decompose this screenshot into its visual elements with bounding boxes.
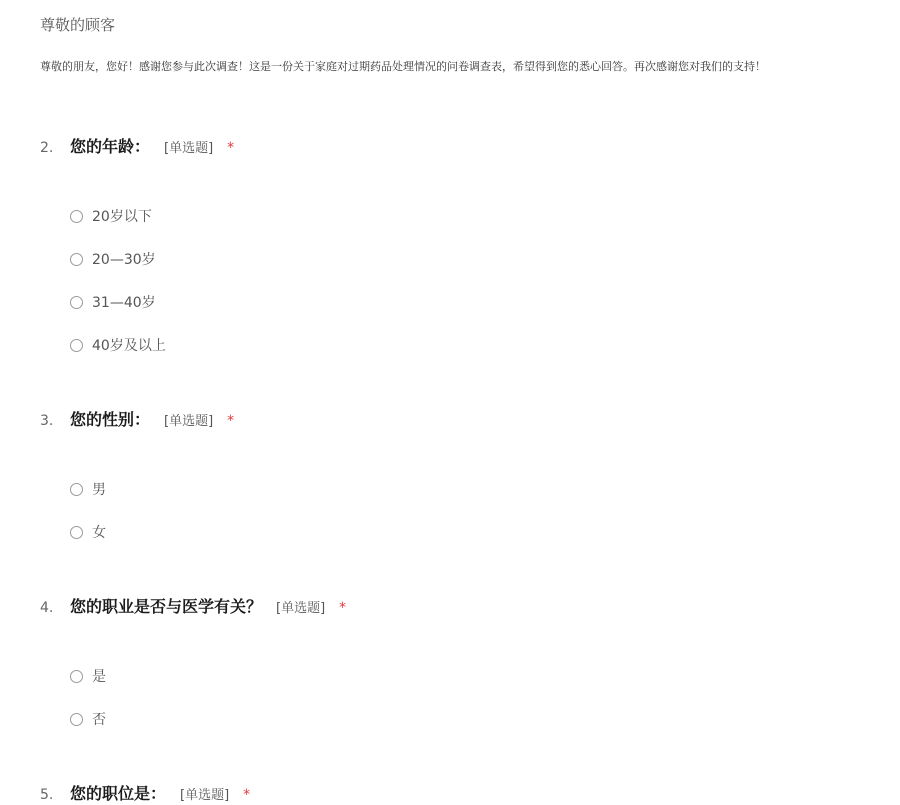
option-age-31-40[interactable] — [70, 292, 156, 312]
radio-circle-icon[interactable] — [70, 210, 83, 223]
option-age-under-20[interactable] — [70, 206, 152, 226]
radio-circle-icon[interactable] — [70, 670, 83, 683]
question-title: 您的职业是否与医学有关？ — [70, 597, 263, 616]
radio-circle-icon[interactable] — [70, 526, 83, 539]
question-number: 5. — [40, 787, 54, 803]
question-medical-job — [40, 594, 860, 728]
radio-circle-icon[interactable] — [70, 483, 83, 496]
question-type: [单选题] — [180, 788, 230, 803]
question-number: 3. — [40, 413, 54, 429]
option-gender-male[interactable] — [70, 479, 106, 499]
required-marker: * — [339, 600, 347, 616]
option-medical-no[interactable] — [70, 709, 106, 729]
option-age-40-plus[interactable] — [70, 335, 166, 355]
question-position — [40, 781, 860, 805]
required-marker: * — [227, 140, 235, 156]
question-number: 2. — [40, 140, 54, 156]
question-number: 4. — [40, 600, 54, 616]
question-type: [单选题] — [164, 141, 214, 156]
page-title: 尊敬的顾客 — [40, 16, 116, 34]
question-age — [40, 134, 860, 354]
option-label: 女 — [92, 525, 106, 541]
required-marker: * — [227, 413, 235, 429]
question-title: 您的性别： — [70, 410, 151, 429]
question-gender — [40, 407, 860, 541]
survey-intro: 尊敬的朋友，您好！感谢您参与此次调查！这是一份关于家庭对过期药品处理情况的问卷调查表，希望得到您的悉心回答。再次感谢您对我们的支持！ — [40, 60, 766, 73]
option-medical-yes[interactable] — [70, 666, 106, 686]
question-type: [单选题] — [164, 414, 214, 429]
option-label: 40岁及以上 — [92, 338, 166, 354]
option-label: 男 — [92, 482, 106, 498]
radio-circle-icon[interactable] — [70, 339, 83, 352]
question-title: 您的职位是： — [70, 784, 167, 803]
question-type: [单选题] — [276, 601, 326, 616]
required-marker: * — [243, 787, 251, 803]
option-label: 31—40岁 — [92, 295, 156, 311]
radio-circle-icon[interactable] — [70, 253, 83, 266]
option-gender-female[interactable] — [70, 522, 106, 542]
question-title: 您的年龄： — [70, 137, 151, 156]
radio-circle-icon[interactable] — [70, 713, 83, 726]
radio-circle-icon[interactable] — [70, 296, 83, 309]
option-age-20-30[interactable] — [70, 249, 156, 269]
option-label: 否 — [92, 712, 106, 728]
option-label: 是 — [92, 669, 106, 685]
option-label: 20岁以下 — [92, 209, 152, 225]
option-label: 20—30岁 — [92, 252, 156, 268]
